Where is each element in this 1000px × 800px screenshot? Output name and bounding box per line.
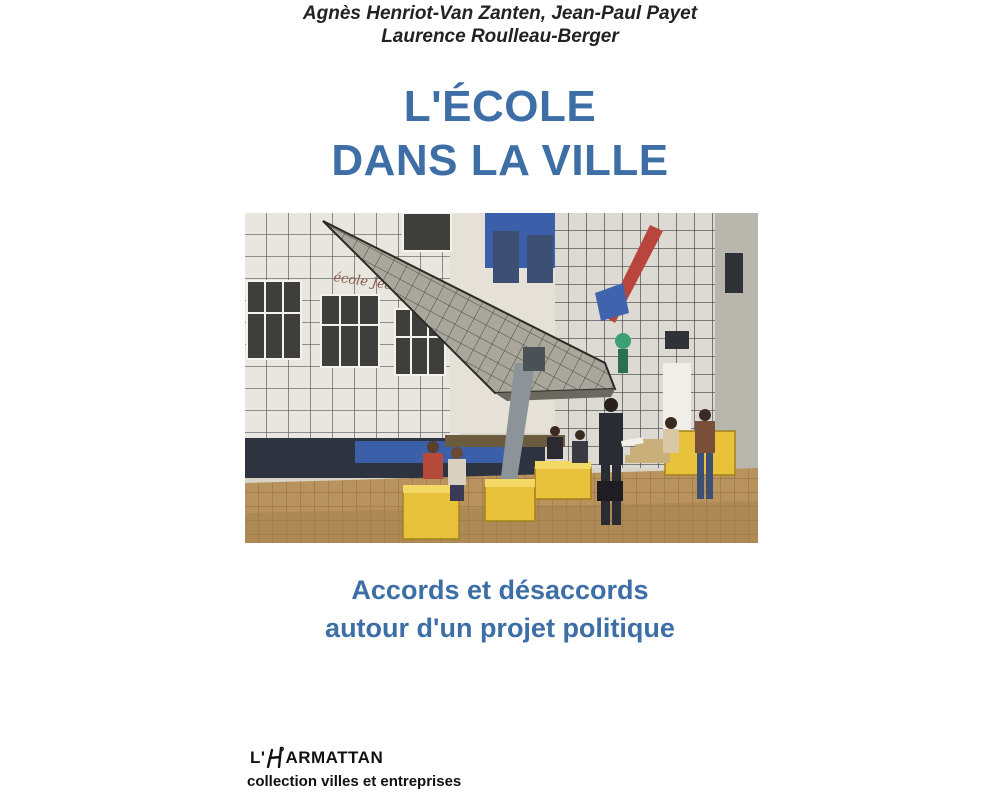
- subtitle-line-2: autour d'un projet politique: [325, 613, 675, 643]
- authors-line-1: Agnès Henriot-Van Zanten, Jean-Paul Payet: [302, 3, 698, 24]
- cover-photo: [245, 213, 758, 543]
- collection-name: collection villes et entreprises: [247, 773, 462, 790]
- publisher-logo: [250, 746, 383, 768]
- publisher-name: ARMATTAN: [285, 748, 384, 767]
- harmattan-h-icon: [266, 746, 284, 768]
- authors-line-2: Laurence Roulleau-Berger: [381, 26, 619, 47]
- book-title-line-2: DANS LA VILLE: [331, 136, 669, 185]
- publisher-prefix: L': [250, 748, 266, 767]
- book-title-line-1: L'ÉCOLE: [403, 82, 597, 131]
- subtitle-line-1: Accords et désaccords: [351, 575, 649, 605]
